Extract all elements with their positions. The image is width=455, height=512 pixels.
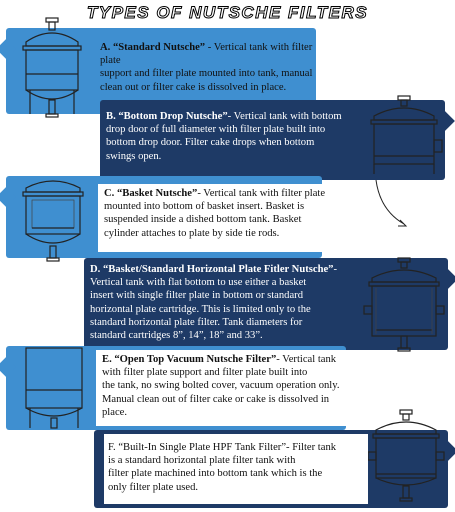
built-in-single-plate-text: F. “Built-In Single Plate HPF Tank Filter”- Filter tank is a standard horizontal plate filter tank with filter plate machined into bottom tank which is the only filter plate used. [108, 442, 337, 493]
basket-nutsche-text: C. “Basket Nutsche”- Vertical tank with filter plate mounted into bottom of basket insert. Basket is suspended inside a dished bottom tank. Basket cylinder attaches to plate by side tie rods. [104, 188, 326, 239]
basket-nutsche-tank-icon [18, 172, 88, 264]
bottom-drop-nutsche-text: B. “Bottom Drop Nutsche”- Vertical tank with bottom drop door of full diameter with filter plate built into bottom drop door. Filter cake drops when bottom swings open. [106, 111, 342, 162]
basket-horizontal-plate-text: D. “Basket/Standard Horizontal Plate Fitler Nutsche”- Vertical tank with flat bottom to use either a basket insert with single filter plate in bottom or standard horizontal plate cartridge. This is limited only to the standard horizontal plate filter. Tank diameters for standard cartridges 8”, 14”, 18” and 33”. [90, 264, 337, 342]
open-top-vacuum-text: E. “Open Top Vacuum Nutsche Filter”- Vertical tank with filter plate support and filter plate built into the tank, no swing bolted cover, vacuum operation only. Manual clean out of filter cake or cake is dissolved in place. [102, 354, 340, 418]
standard-nutsche-tank-icon [16, 16, 88, 120]
page-title: TYPES OF NUTSCHE FILTERS [86, 3, 369, 22]
bottom-drop-nutsche-tank-icon [364, 94, 444, 190]
open-top-vacuum-tank-icon [20, 344, 88, 432]
standard-nutsche-text: A. “Standard Nutsche” - Vertical tank with filter plate support and filter plate mounted into tank, manual clean out or filter cake is dissolved in place. [100, 42, 313, 93]
built-in-single-plate-tank-icon [366, 408, 446, 504]
drop-door-arrow-icon [372, 180, 412, 230]
horizontal-plate-tank-icon [362, 256, 446, 354]
